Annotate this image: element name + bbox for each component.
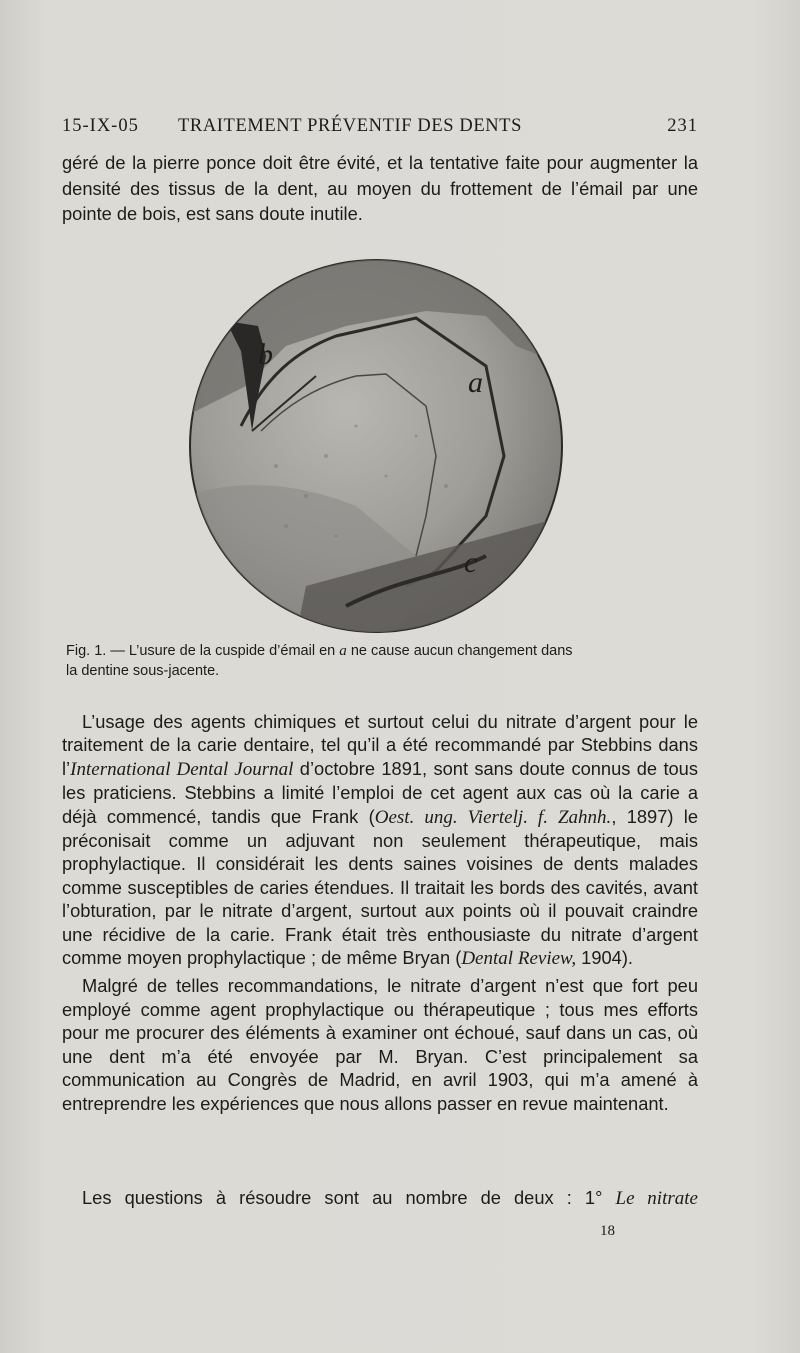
running-head bbox=[62, 116, 698, 138]
paragraph-4-text: Les questions à résoudre sont au nombre de deux : 1° bbox=[82, 1187, 616, 1208]
signature-mark: 18 bbox=[600, 1223, 615, 1239]
paragraph-2-text-4: 1904). bbox=[576, 947, 634, 969]
caption-prefix: Fig. 1. — L’usure de la cuspide d’émail en bbox=[66, 643, 336, 659]
journal-title-1: International Dental Journal bbox=[70, 758, 294, 780]
micrograph-figure bbox=[186, 256, 566, 636]
paragraph-2 bbox=[62, 710, 698, 970]
caption-line-2: la dentine sous-jacente. bbox=[66, 663, 220, 679]
paragraph-2-text-3: , 1897) le préconisait comme un adjuvant non seulement thérapeutique, mais prophylactique. Il considérait les dents saines voisines de dents malades comme susceptibles de caries étendues. Il traitait les bords des cavités, avant l’obturation, par le nitrate d’argent, surtout aux points où il pouvait craindre une récidive de la carie. Frank était très enthousiaste du nitrate d’argent comme moyen prophylactique ; de même Bryan ( bbox=[62, 805, 699, 969]
label-c: c bbox=[464, 546, 478, 579]
paragraph-1: géré de la pierre ponce doit être évité, et la tentative faite pour augmenter la densité des tissus de la dent, au moyen du frottement de l’émail par une pointe de bois, est sans doute inutile. bbox=[62, 152, 698, 224]
paragraph-2-text-1: L’usage des agents chimiques et surtout celui du nitrate d’argent pour le traitement de la carie dentaire, tel qu’il a été recommandé par Stebbins dans l’ bbox=[62, 711, 698, 779]
label-a: a bbox=[468, 366, 483, 399]
paragraph-4-italic: Le nitrate bbox=[615, 1188, 698, 1209]
label-b: b bbox=[258, 338, 273, 371]
caption-mid: ne cause aucun changement dans bbox=[350, 643, 573, 659]
page-number: 231 bbox=[667, 116, 698, 136]
journal-title-3: Dental Review, bbox=[461, 948, 577, 970]
header-date: 15-IX-05 bbox=[62, 116, 139, 136]
paragraph-3: Malgré de telles recommandations, le nitrate d’argent n’est que fort peu employé comme agent prophylactique ou thérapeutique ; tous mes efforts pour me procurer des éléments à examiner ont échoué, sauf dans un cas, où une dent m’a été envoyée par M. Bryan. C’est principalement sa communication au Congrès de Madrid, en avril 1903, qui m’a amené à entreprendre les expériences que nous allons passer en revue maintenant. bbox=[62, 975, 698, 1114]
paragraph-4 bbox=[62, 1186, 698, 1211]
header-title: TRAITEMENT PRÉVENTIF DES DENTS bbox=[178, 116, 522, 136]
paragraph-2-text-2: d’octobre 1891, sont sans doute connus de tous les praticiens. Stebbins a limité l’emploi de cet agent aux cas où la carie a déjà commencé, tandis que Frank ( bbox=[62, 757, 698, 827]
caption-letter: a bbox=[339, 643, 347, 659]
figure-caption bbox=[66, 641, 700, 681]
journal-title-2: Oest. ung. Viertelj. f. Zahnh. bbox=[374, 806, 612, 828]
